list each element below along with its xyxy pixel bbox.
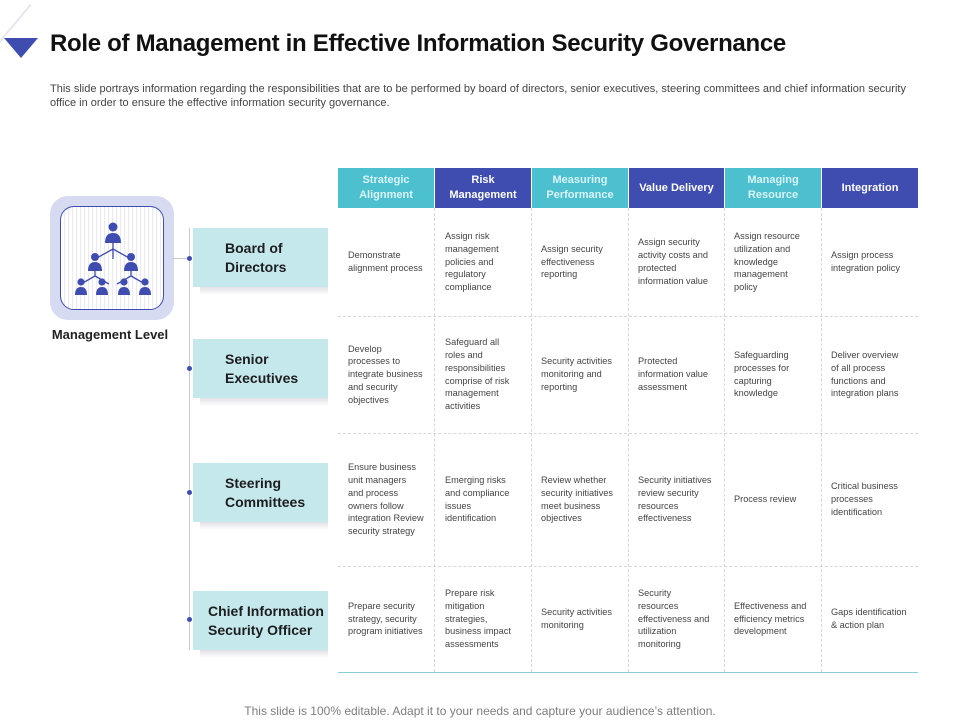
table-cell: Process review bbox=[734, 494, 797, 505]
table-cell: Demonstrate alignment process bbox=[348, 250, 423, 273]
table-cell: Gaps identification & action plan bbox=[831, 607, 907, 630]
role-shadow bbox=[200, 287, 328, 295]
column-header-measuring-performance: Measuring Performance bbox=[532, 168, 628, 208]
table-cell: Assign security activity costs and protected information value bbox=[638, 237, 708, 286]
table-cell: Effectiveness and efficiency metrics development bbox=[734, 600, 807, 637]
footer-note: This slide is 100% editable. Adapt it to your needs and capture your audience’s attention. bbox=[244, 704, 716, 718]
role-steering-committees: Steering Committees bbox=[193, 463, 328, 522]
role-chief-information-security-officer: Chief Information Security Officer bbox=[193, 591, 328, 650]
table-cell: Security resources effectiveness and utilization monitoring bbox=[638, 588, 710, 650]
table-cell: Security activities monitoring bbox=[541, 607, 612, 630]
role-board-of-directors: Board of Directors bbox=[193, 228, 328, 287]
table-cell: Safeguard all roles and responsibilities comprise of risk management activities bbox=[445, 337, 510, 412]
org-hierarchy-icon bbox=[71, 221, 155, 297]
corner-triangle-icon bbox=[4, 38, 38, 58]
table-cell: Assign risk management policies and regulatory compliance bbox=[445, 231, 499, 293]
page-title: Role of Management in Effective Information Security Governance bbox=[50, 30, 786, 57]
table-cell: Ensure business unit managers and process owners follow integration Review security strategy bbox=[348, 462, 424, 537]
table-cell: Deliver overview of all process functions and integration plans bbox=[831, 349, 899, 399]
column-header-strategic-alignment: Strategic Alignment bbox=[338, 168, 434, 208]
management-icon-frame bbox=[60, 206, 164, 310]
column-header-managing-resource: Managing Resource bbox=[725, 168, 821, 208]
table-bottom-rule bbox=[338, 672, 918, 673]
connector-dot bbox=[187, 256, 192, 261]
role-shadow bbox=[200, 522, 328, 530]
table-cell: Prepare security strategy, security program initiatives bbox=[348, 600, 423, 637]
table-cell: Review whether security initiatives meet business objectives bbox=[541, 474, 613, 524]
role-senior-executives: Senior Executives bbox=[193, 339, 328, 398]
page-subtitle: This slide portrays information regarding the responsibilities that are to be performed by board of directors, senior executives, steering committees and chief information security office in order to ensure the effective information security governance. bbox=[50, 83, 906, 109]
column-header-value-delivery: Value Delivery bbox=[629, 168, 724, 208]
table-cell: Security activities monitoring and reporting bbox=[541, 356, 612, 392]
connector-dot bbox=[187, 490, 192, 495]
connector-vertical bbox=[189, 228, 190, 650]
connector-dot bbox=[187, 366, 192, 371]
connector-dot bbox=[187, 617, 192, 622]
table-cell: Critical business processes identification bbox=[831, 481, 898, 517]
role-shadow bbox=[200, 650, 328, 658]
table-cell: Develop processes to integrate business and security objectives bbox=[348, 343, 423, 405]
management-level-card bbox=[50, 196, 174, 320]
table-cell: Assign security effectiveness reporting bbox=[541, 243, 603, 280]
table-cell: Protected information value assessment bbox=[638, 356, 708, 392]
table-cell: Assign resource utilization and knowledge management policy bbox=[734, 231, 800, 293]
table-cell: Assign process integration policy bbox=[831, 250, 900, 273]
table-cell: Security initiatives review security resources effectiveness bbox=[638, 474, 712, 524]
column-header-risk-management: Risk Management bbox=[435, 168, 531, 208]
column-header-integration: Integration bbox=[822, 168, 918, 208]
table-cell: Emerging risks and compliance issues identification bbox=[445, 474, 510, 524]
role-shadow bbox=[200, 398, 328, 406]
table-cell: Prepare risk mitigation strategies, business impact assessments bbox=[445, 588, 511, 650]
table-cell: Safeguarding processes for capturing knowledge bbox=[734, 349, 790, 399]
management-level-label: Management Level bbox=[51, 327, 169, 342]
